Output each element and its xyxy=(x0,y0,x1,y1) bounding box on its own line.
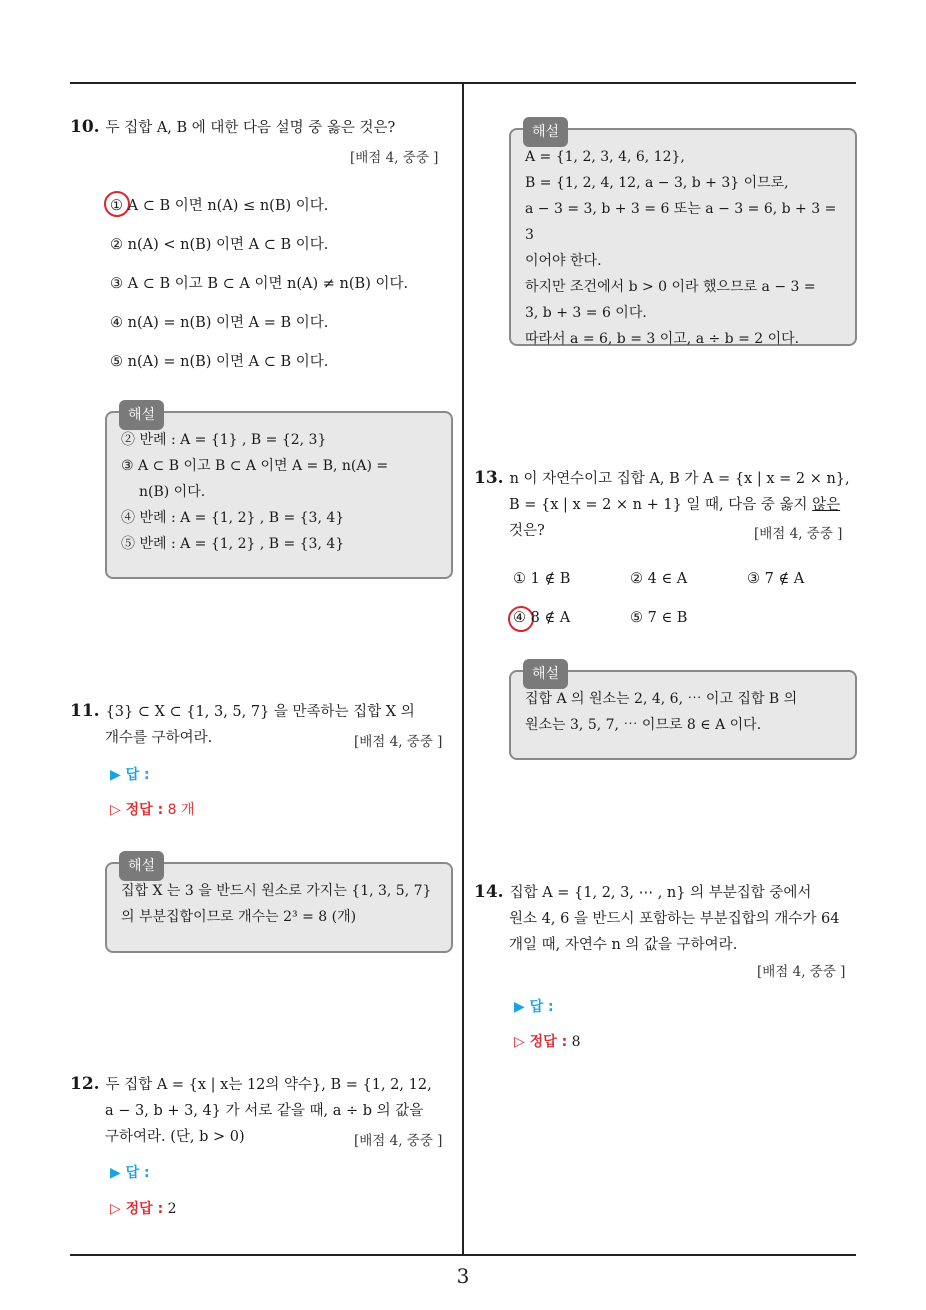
q12-answer-prompt[interactable]: ▶ 답 : xyxy=(110,1165,150,1181)
page-number: 3 xyxy=(456,1264,470,1288)
q10-solution-line: ⑤ 반례 : A = {1, 2} , B = {3, 4} xyxy=(121,536,345,552)
q11-line2: 개수를 구하여라. xyxy=(105,730,213,746)
q13-meta: [배점 4, 중중 ] xyxy=(754,526,843,542)
q13-solution-tag: 해설 xyxy=(523,659,568,689)
q11-correct-label: ▷ 정답 : xyxy=(110,802,164,818)
q11-line1: {3} ⊂ X ⊂ {1, 3, 5, 7} 을 만족하는 집합 X 의 xyxy=(105,704,415,720)
q13-option-4[interactable]: ④ 8 ∉ A xyxy=(513,610,571,626)
q14-correct xyxy=(514,1031,581,1051)
q12-correct-value: 2 xyxy=(167,1201,177,1217)
q12-solution-line: 따라서 a = 6, b = 3 이고, a ÷ b = 2 이다. xyxy=(525,331,800,347)
q13-solution-box xyxy=(509,666,857,760)
q10-solution-tag: 해설 xyxy=(119,400,164,430)
q13-line3: 것은? xyxy=(509,523,545,539)
q12-line3: 구하여라. (단, b > 0) xyxy=(105,1129,245,1145)
q10-stem xyxy=(70,114,450,141)
q11-correct xyxy=(110,799,195,819)
q14-number: 14. xyxy=(474,882,504,902)
q13-line1: n 이 자연수이고 집합 A, B 가 A = {x | x = 2 × n}, xyxy=(509,471,850,487)
q10-option-1[interactable]: ① A ⊂ B 이면 n(A) ≤ n(B) 이다. xyxy=(110,198,329,214)
q14-correct-label: ▷ 정답 : xyxy=(514,1034,568,1050)
q14-meta: [배점 4, 중중 ] xyxy=(757,964,846,980)
q10-solution-box xyxy=(105,407,453,579)
q14-answer-prompt[interactable]: ▶ 답 : xyxy=(514,999,554,1015)
q13-option-5[interactable]: ⑤ 7 ∈ B xyxy=(630,610,688,626)
q10-option-4[interactable]: ④ n(A) = n(B) 이면 A = B 이다. xyxy=(110,315,329,331)
q11-correct-value: 8 개 xyxy=(167,802,195,818)
q10-solution-line: n(B) 이다. xyxy=(139,484,206,500)
q13-option-1[interactable]: ① 1 ∉ B xyxy=(513,571,571,587)
q12-correct xyxy=(110,1198,177,1218)
q13-option-3[interactable]: ③ 7 ∉ A xyxy=(747,571,805,587)
q12-correct-label: ▷ 정답 : xyxy=(110,1201,164,1217)
q13-solution-line: 원소는 3, 5, 7, ⋯ 이므로 8 ∈ A 이다. xyxy=(525,717,762,733)
bottom-rule xyxy=(70,1254,856,1256)
q11-number: 11. xyxy=(70,701,100,721)
q11-solution-line: 의 부분집합이므로 개수는 2³ = 8 (개) xyxy=(121,909,357,925)
q14-line1: 집합 A = {1, 2, 3, ⋯ , n} 의 부분집합 중에서 xyxy=(509,885,812,901)
q13-number: 13. xyxy=(474,468,504,488)
q10-option-3[interactable]: ③ A ⊂ B 이고 B ⊂ A 이면 n(A) ≠ n(B) 이다. xyxy=(110,276,409,292)
column-divider xyxy=(462,82,464,1255)
q10-solution-line: ④ 반례 : A = {1, 2} , B = {3, 4} xyxy=(121,510,345,526)
q12-solution-line: B = {1, 2, 4, 12, a − 3, b + 3} 이므로, xyxy=(525,175,789,191)
q12-solution-line: A = {1, 2, 3, 4, 6, 12}, xyxy=(525,149,685,165)
q13-solution-line: 집합 A 의 원소는 2, 4, 6, ⋯ 이고 집합 B 의 xyxy=(525,691,798,707)
q10-number: 10. xyxy=(70,117,100,137)
q10-option-2[interactable]: ② n(A) < n(B) 이면 A ⊂ B 이다. xyxy=(110,237,329,253)
q12-solution-box xyxy=(509,124,857,347)
q12-line2: a − 3, b + 3, 4} 가 서로 같을 때, a ÷ b 의 값을 xyxy=(105,1103,424,1119)
q11-solution-tag: 해설 xyxy=(119,851,164,881)
q10-meta: [배점 4, 중중 ] xyxy=(350,150,439,166)
q14-line3: 개일 때, 자연수 n 의 값을 구하여라. xyxy=(509,937,738,953)
q12-solution-line: 하지만 조건에서 b > 0 이라 했으므로 a − 3 = xyxy=(525,279,816,295)
q10-solution-line: ③ A ⊂ B 이고 B ⊂ A 이면 A = B, n(A) = xyxy=(121,458,389,474)
q12-solution-line: a − 3 = 3, b + 3 = 6 또는 a − 3 = 6, b + 3 = 3 xyxy=(525,201,837,243)
q13-option-2[interactable]: ② 4 ∈ A xyxy=(630,571,688,587)
q13-underlined-word: 않은 xyxy=(812,497,841,513)
q11-answer-prompt[interactable]: ▶ 답 : xyxy=(110,767,150,783)
q14-correct-value: 8 xyxy=(571,1034,581,1050)
q12-number: 12. xyxy=(70,1074,100,1094)
q14-line2: 원소 4, 6 을 반드시 포함하는 부분집합의 개수가 64 xyxy=(509,911,840,927)
q13-line2: B = {x | x = 2 × n + 1} 일 때, 다음 중 옳지 xyxy=(509,497,813,513)
q14-stem xyxy=(474,879,859,958)
q11-meta: [배점 4, 중중 ] xyxy=(354,734,443,750)
q12-meta: [배점 4, 중중 ] xyxy=(354,1133,443,1149)
q11-solution-box xyxy=(105,858,453,953)
q10-option-5[interactable]: ⑤ n(A) = n(B) 이면 A ⊂ B 이다. xyxy=(110,354,329,370)
q12-line1: 두 집합 A = {x | x는 12의 약수}, B = {1, 2, 12, xyxy=(105,1077,432,1093)
q12-solution-tag: 해설 xyxy=(523,117,568,147)
q10-solution-line: ② 반례 : A = {1} , B = {2, 3} xyxy=(121,432,327,448)
q12-solution-line: 3, b + 3 = 6 이다. xyxy=(525,305,647,321)
q12-solution-line: 이어야 한다. xyxy=(525,253,602,269)
q10-text: 두 집합 A, B 에 대한 다음 설명 중 옳은 것은? xyxy=(105,120,396,136)
q11-solution-line: 집합 X 는 3 을 반드시 원소로 가지는 {1, 3, 5, 7} xyxy=(121,883,432,899)
